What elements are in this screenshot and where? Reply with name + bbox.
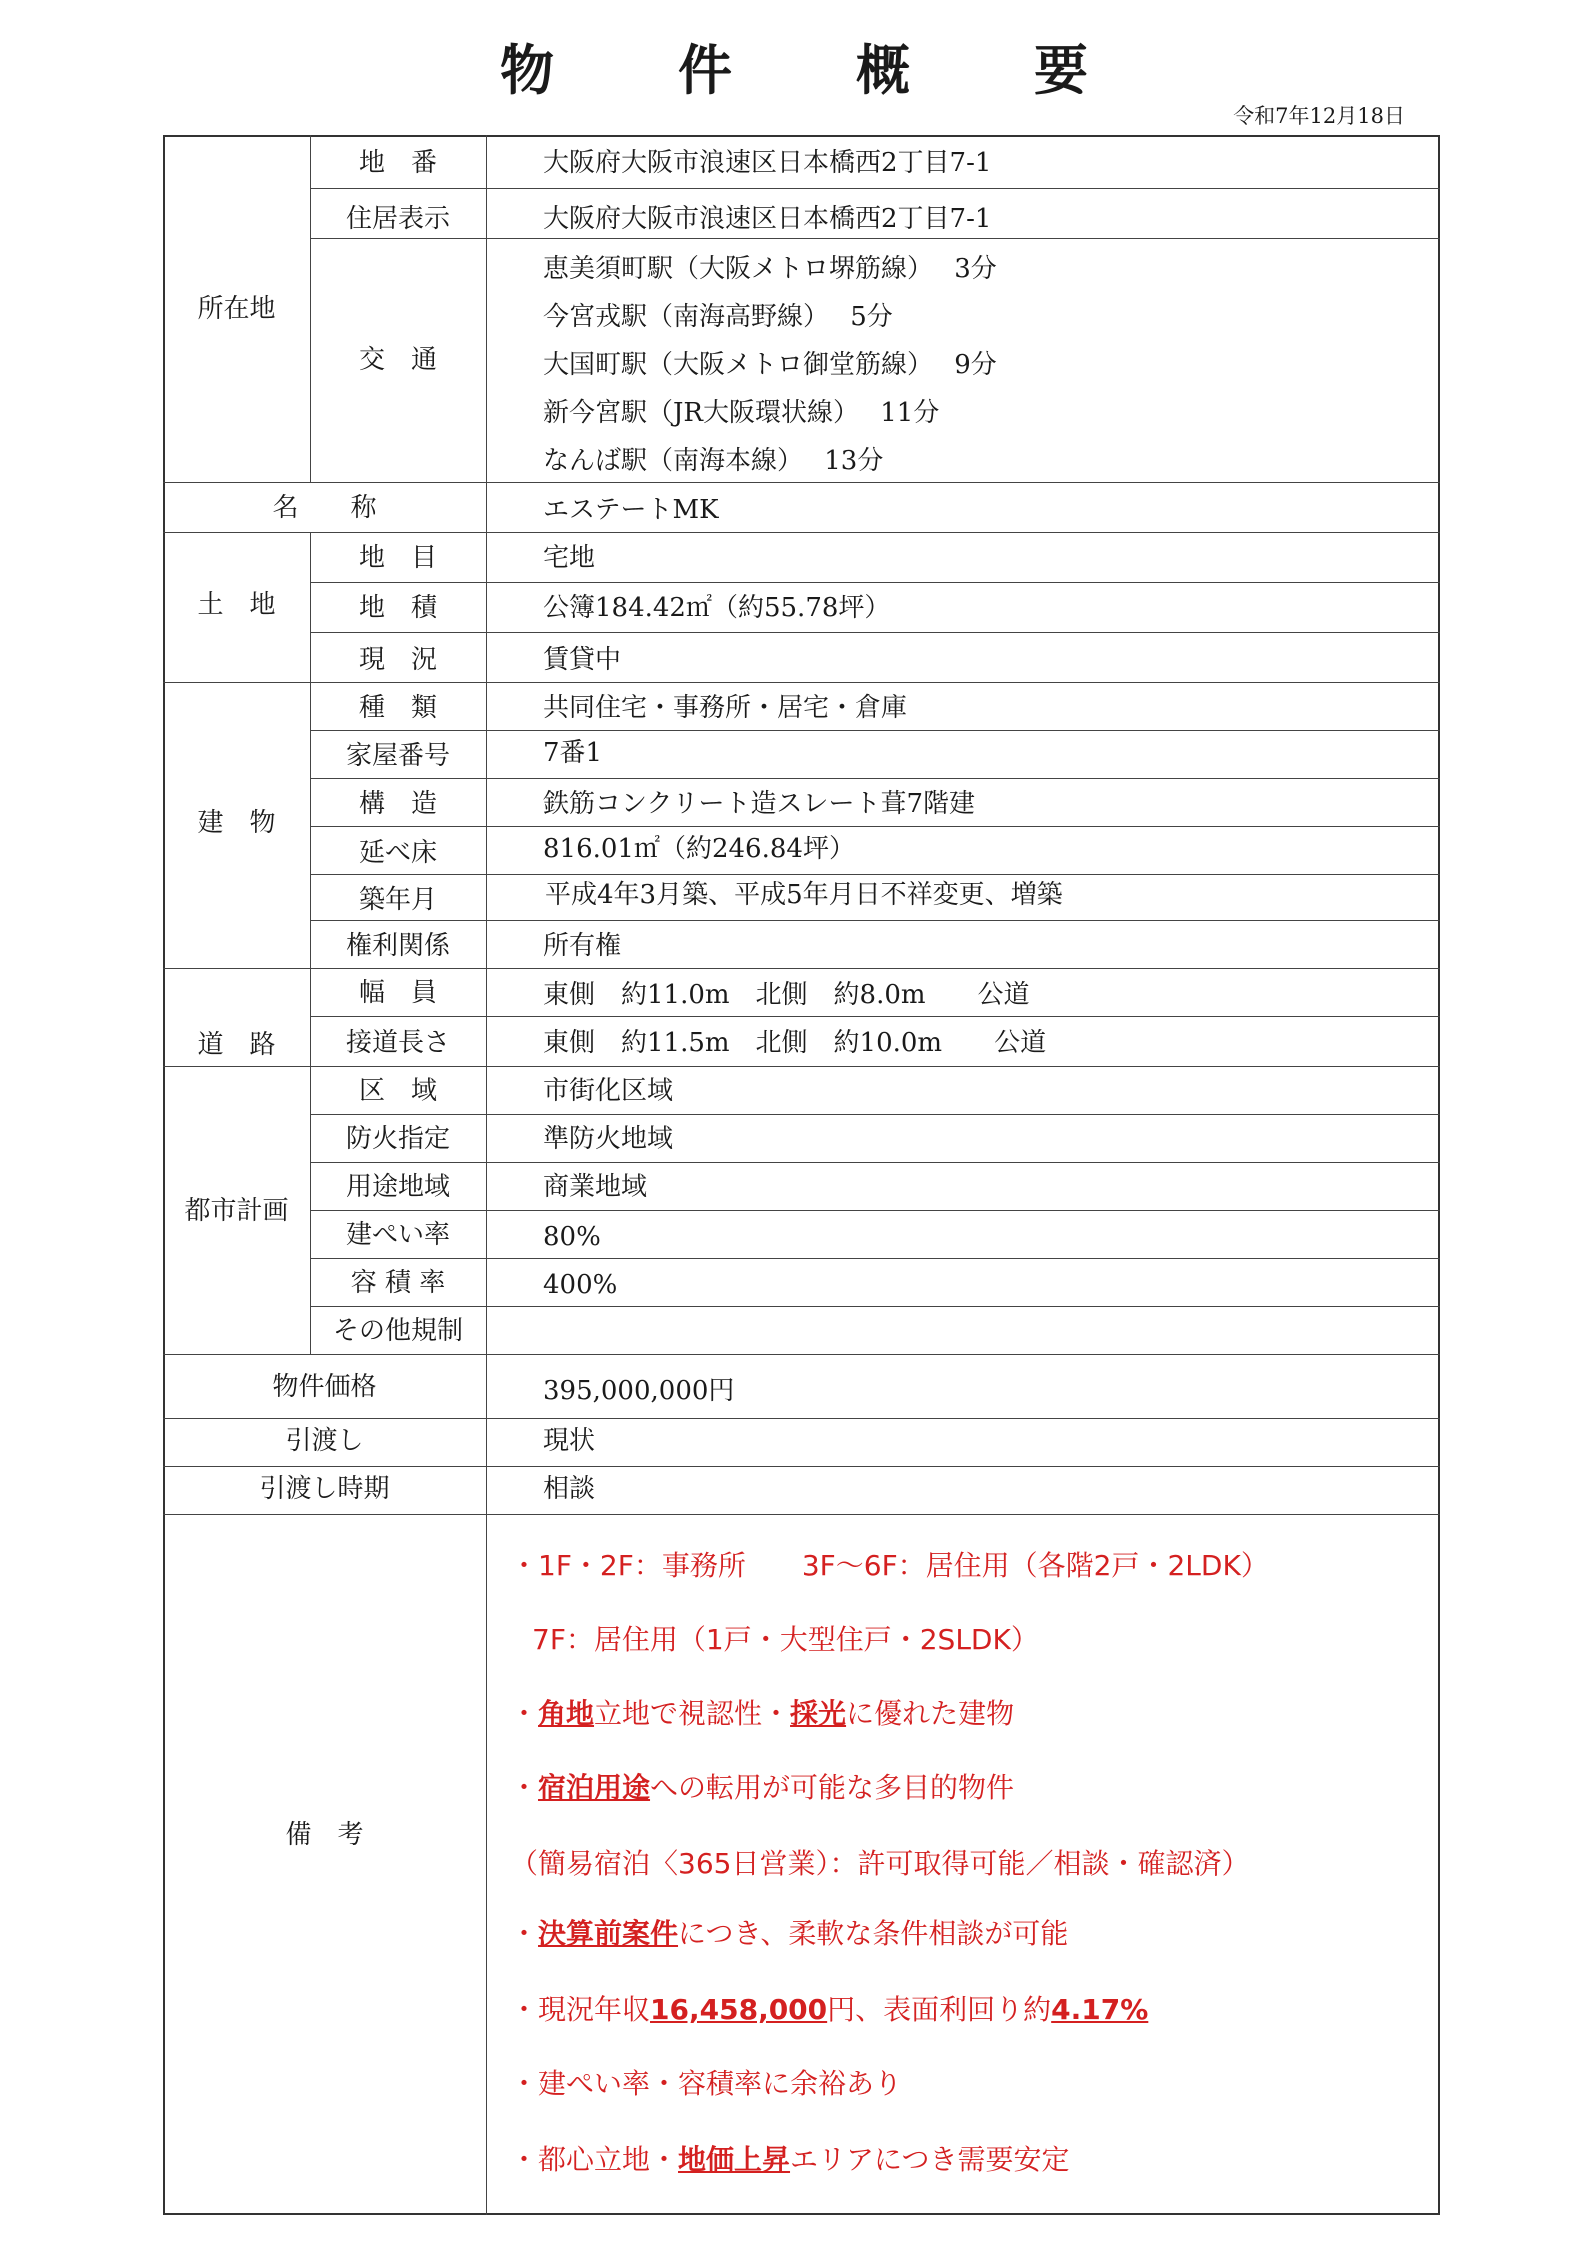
remarks-line: ・角地立地で視認性・採光に優れた建物	[510, 1697, 1015, 1730]
building-group-label: 建 物	[197, 808, 276, 838]
handover-label: 引渡し	[285, 1426, 364, 1456]
kenri-label: 権利関係	[345, 931, 450, 961]
remarks-line: ・現況年収16,458,000円、表面利回り約4.17%	[510, 1993, 1149, 2026]
boka-value: 準防火地域	[543, 1124, 674, 1154]
station-line: 大国町駅（大阪メトロ御堂筋線） 9分	[543, 350, 997, 380]
station-line: 今宮戎駅（南海高野線） 5分	[543, 302, 893, 332]
road-group-label: 道 路	[197, 1030, 276, 1060]
kuiki-value: 市街化区域	[543, 1076, 674, 1106]
yoto-label: 用途地域	[345, 1172, 450, 1202]
chiban-label: 地 番	[358, 148, 437, 178]
remarks-line: ・都心立地・地価上昇エリアにつき需要安定	[510, 2143, 1070, 2176]
price-value: 395,000,000円	[543, 1376, 735, 1406]
name-value: エステートMK	[543, 495, 719, 525]
bango-value: 7番1	[543, 738, 603, 768]
kenpei-value: 80%	[543, 1222, 601, 1252]
setsudo-value: 東側 約11.5m 北側 約10.0m 公道	[543, 1028, 1047, 1058]
price-label: 物件価格	[272, 1372, 377, 1402]
genkyo-label: 現 況	[358, 645, 437, 675]
kotsu-label: 交 通	[358, 345, 437, 375]
chiku-value: 平成4年3月築、平成5年月日不祥変更、増築	[545, 880, 1063, 910]
land-group-label: 土 地	[197, 590, 276, 620]
kenri-value: 所有権	[543, 931, 622, 961]
kozo-value: 鉄筋コンクリート造スレート葺7階建	[543, 789, 976, 819]
kenpei-label: 建ぺい率	[345, 1220, 450, 1250]
jukyo-label: 住居表示	[345, 204, 450, 234]
genkyo-value: 賃貸中	[543, 645, 622, 675]
kozo-label: 構 造	[358, 789, 437, 819]
nobe-label: 延べ床	[358, 838, 437, 868]
chimoku-label: 地 目	[358, 543, 437, 573]
sonota-label: その他規制	[332, 1316, 463, 1346]
station-line: なんば駅（南海本線） 13分	[543, 446, 884, 476]
nobe-value: 816.01㎡（約246.84坪）	[543, 834, 855, 864]
haba-value: 東側 約11.0m 北側 約8.0m 公道	[543, 980, 1030, 1010]
jukyo-value: 大阪府大阪市浪速区日本橋西2丁目7-1	[543, 204, 992, 234]
remarks-line: ・宿泊用途への転用が可能な多目的物件	[510, 1771, 1015, 1804]
city-planning-group-label: 都市計画	[184, 1196, 289, 1226]
station-line: 新今宮駅（JR大阪環状線） 11分	[543, 398, 940, 428]
chimoku-value: 宅地	[543, 543, 596, 573]
haba-label: 幅 員	[358, 978, 437, 1008]
station-line: 恵美須町駅（大阪メトロ堺筋線） 3分	[543, 254, 997, 284]
remarks-line: ・決算前案件につき、柔軟な条件相談が可能	[510, 1917, 1069, 1950]
remarks-label: 備 考	[285, 1820, 364, 1850]
issue-date: 令和7年12月18日	[1233, 104, 1405, 128]
chiban-value: 大阪府大阪市浪速区日本橋西2丁目7-1	[543, 148, 992, 178]
chiku-label: 築年月	[358, 885, 437, 915]
handover-time-value: 相談	[543, 1474, 596, 1504]
yoseki-value: 400%	[543, 1270, 618, 1300]
name-label: 名 称	[272, 493, 377, 523]
remarks-line: （簡易宿泊〈365日営業）：許可取得可能／相談・確認済）	[510, 1847, 1250, 1880]
chiseki-value: 公簿184.42㎡（約55.78坪）	[543, 593, 891, 623]
remarks-line: ・1F・2F：事務所 3F～6F：居住用（各階2戸・2LDK）	[510, 1549, 1269, 1582]
handover-value: 現状	[543, 1426, 596, 1456]
remarks-line: 7F：居住用（1戸・大型住戸・2SLDK）	[532, 1623, 1039, 1656]
document-title: 物 件 概 要	[500, 38, 1088, 102]
yoto-value: 商業地域	[543, 1172, 648, 1202]
bango-label: 家屋番号	[345, 741, 450, 771]
shurui-label: 種 類	[358, 693, 437, 723]
yoseki-label: 容 積 率	[350, 1268, 446, 1298]
chiseki-label: 地 積	[358, 593, 437, 623]
location-group-label: 所在地	[197, 294, 276, 324]
handover-time-label: 引渡し時期	[259, 1474, 390, 1504]
setsudo-label: 接道長さ	[345, 1028, 450, 1058]
remarks-line: ・建ぺい率・容積率に余裕あり	[510, 2067, 903, 2100]
shurui-value: 共同住宅・事務所・居宅・倉庫	[543, 693, 908, 723]
kuiki-label: 区 域	[358, 1076, 437, 1106]
boka-label: 防火指定	[345, 1124, 450, 1154]
